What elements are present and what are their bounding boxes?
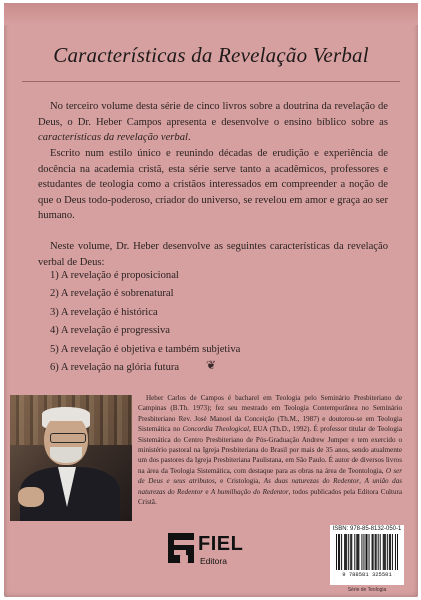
back-cover (4, 3, 418, 597)
list-item: 6) A revelação na glória futura (50, 361, 180, 373)
barcode-bar (369, 534, 370, 570)
barcode-bar (383, 534, 384, 570)
beard (50, 447, 82, 463)
isbn-text: ISBN: 978-85-8132-050-1 (332, 526, 402, 532)
barcode-bar (354, 534, 355, 570)
list-item: 2) A revelação é sobrenatural (50, 288, 174, 300)
barcode-bar (336, 534, 337, 570)
barcode-bar (376, 534, 377, 570)
intro-paragraph-3: Neste volume, Dr. Heber desenvolve as seguintes características da revelação verbal de Deus: (38, 241, 388, 268)
barcode-bar (385, 534, 386, 570)
barcode-bar (365, 534, 366, 570)
title-divider (22, 81, 400, 82)
top-band (4, 3, 418, 25)
list-item: 5) A revelação é objetiva e também subjetiva (50, 343, 241, 355)
barcode-bar (361, 534, 362, 570)
barcode-bar (351, 534, 352, 570)
author-bio: Heber Carlos de Campos é bacharel em Teologia pelo Seminário Presbiteriano de Campinas (B.Th. 1973); fez seu mestrado em Teologia Contemporânea no Seminário Presbiteriano Rev. José Manoel da Conceição (Th.M., 1987) e doutorou-se em Teologia Sistemática no Concordia Theological, EUA (Th.D., 1992). É professor titular de Teologia Sistemática do Centro Presbiteriano de Pós-Graduação Andrew Jumper e tem exercido o ministério pastoral na Igreja Presbiteriana do Brasil por mais de 35 anos, sendo atualmente um dos pastores da Igreja Presbiteriana Paulistana, em São Paulo. É autor de diversos livros na área da Teologia Sistemática, com destaque para as obras na área de Teontologia, O ser de Deus e seus atributos, e Cristologia, As duas naturezas do Redentor, A união das naturezas do Redentor e A humilhação do Redentor, todos publicados pela Editora Cultura Cristã. (138, 394, 403, 507)
fiel-logo-icon (168, 533, 194, 563)
author-photo (10, 395, 132, 521)
glasses (50, 433, 86, 443)
ornament-icon: ❦ (205, 358, 217, 372)
barcode-bar (356, 534, 357, 570)
publisher-logo (168, 531, 268, 571)
list-item: 3) A revelação é histórica (50, 306, 158, 318)
barcode-bar (375, 534, 376, 570)
barcode-bar (344, 534, 345, 570)
barcode (330, 525, 404, 585)
publisher-name: FIEL (198, 533, 244, 555)
barcode-bar (397, 534, 398, 570)
hand (18, 487, 44, 507)
barcode-bar (358, 534, 359, 570)
series-label: Série de Teologia (347, 587, 387, 593)
book-title: Características da Revelação Verbal (53, 43, 369, 67)
barcode-bar (338, 534, 339, 570)
barcode-bar (384, 534, 385, 570)
barcode-bar (366, 534, 367, 570)
barcode-bar (363, 534, 364, 570)
barcode-bar (395, 534, 396, 570)
barcode-bar (346, 534, 347, 570)
barcode-bar (341, 534, 342, 570)
publisher-subtitle: Editora (200, 556, 227, 566)
barcode-bar (380, 534, 381, 570)
barcode-bar (372, 534, 373, 570)
intro-paragraph-1: No terceiro volume desta série de cinco livros sobre a doutrina da revelação de Deus, o Dr. Heber Campos apresenta e desenvolve o ensino bíblico sobre as características da revelação verbal. (38, 101, 388, 143)
barcode-bar (378, 534, 379, 570)
barcode-bar (339, 534, 340, 570)
barcode-digits: 9 788581 325501 (342, 571, 392, 578)
barcode-bar (357, 534, 358, 570)
barcode-bar (348, 534, 349, 570)
list-item: 1) A revelação é proposicional (50, 270, 179, 281)
barcode-bar (389, 534, 390, 570)
barcode-bar (392, 534, 393, 570)
barcode-bar (373, 534, 374, 570)
intro-paragraph-2: Escrito num estilo único e reunindo décadas de erudição e experiência de docência na academia cristã, esta série serve tanto a acadêmicos, professores e estudantes de teologia como a cristãos interessados em compreender a noção de que o Deus todo-poderoso, criador do universo, se revelou em amor e graça ao ser humano. (38, 148, 388, 221)
list-item: 4) A revelação é progressiva (50, 325, 171, 337)
barcode-bar (350, 534, 351, 570)
barcode-bar (345, 534, 346, 570)
barcode-bars (336, 534, 398, 570)
hair-top (42, 407, 90, 421)
barcode-bar (390, 534, 391, 570)
barcode-bar (387, 534, 388, 570)
